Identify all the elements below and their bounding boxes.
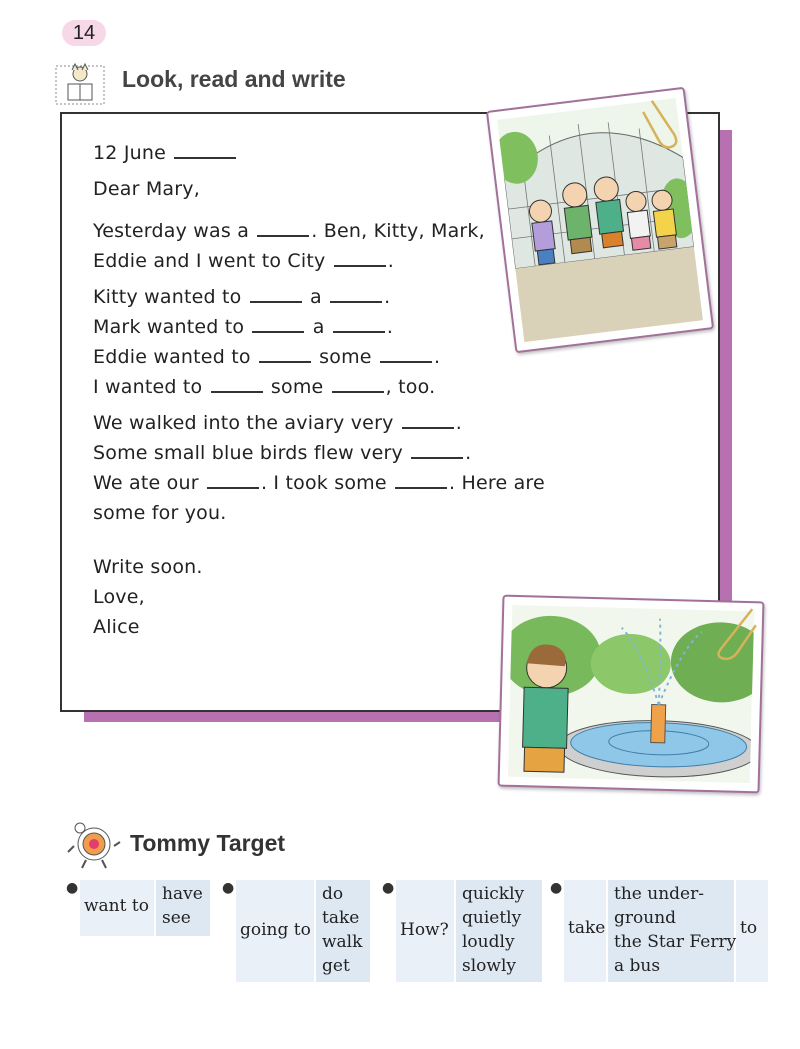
bullet-icon: ● bbox=[222, 880, 235, 896]
blank-took-noun[interactable] bbox=[395, 469, 447, 489]
letter-text-fragment: Yesterday was a bbox=[93, 220, 250, 242]
target-head: going to bbox=[240, 920, 311, 940]
target-option: a bus bbox=[614, 956, 661, 976]
target-option: quickly bbox=[462, 884, 525, 904]
blank-eddie-verb[interactable] bbox=[259, 343, 311, 363]
letter-line-kitty bbox=[93, 282, 573, 312]
bullet-icon: ● bbox=[66, 880, 79, 896]
target-head: want to bbox=[84, 896, 149, 916]
target-option: get bbox=[322, 956, 350, 976]
blank-kitty-verb[interactable] bbox=[250, 283, 302, 303]
blank-date[interactable] bbox=[174, 139, 236, 159]
boy-figure bbox=[522, 644, 569, 772]
blank-i-verb[interactable] bbox=[211, 373, 263, 393]
target-options-cell bbox=[456, 880, 542, 982]
target-option: do bbox=[322, 884, 344, 904]
letter-text-fragment: . bbox=[386, 316, 394, 338]
letter-line-i bbox=[93, 372, 573, 402]
letter-love: Love, bbox=[93, 586, 145, 608]
letter-line-ate bbox=[93, 468, 573, 498]
letter-line-mark bbox=[93, 312, 573, 342]
page-number: 14 bbox=[62, 20, 106, 46]
letter-text-fragment: , too. bbox=[385, 376, 436, 398]
letter-line-2 bbox=[93, 246, 573, 276]
tommy-target-title: Tommy Target bbox=[130, 830, 286, 856]
target-options-cell bbox=[156, 880, 210, 936]
target-option: see bbox=[162, 908, 191, 928]
target-option: take bbox=[322, 908, 360, 928]
letter-text-fragment: Some small blue birds flew very bbox=[93, 442, 403, 464]
target-option: the Star Ferry bbox=[614, 932, 737, 952]
paper-clip-icon bbox=[711, 604, 760, 661]
blank-i-noun[interactable] bbox=[332, 373, 384, 393]
letter-text-fragment: a bbox=[312, 316, 325, 338]
target-head: take bbox=[568, 918, 606, 938]
target-option: walk bbox=[322, 932, 363, 952]
letter-text-fragment: Eddie and I went to City bbox=[93, 250, 326, 272]
letter-text-fragment: . bbox=[455, 412, 463, 434]
blank-weather[interactable] bbox=[257, 217, 309, 237]
letter-text-fragment: . bbox=[465, 442, 472, 464]
letter-text-fragment: . Ben, Kitty, Mark, bbox=[311, 220, 485, 242]
target-option: the under- bbox=[614, 884, 704, 904]
letter-date: 12 June bbox=[93, 142, 166, 164]
letter-line-aviary bbox=[93, 408, 573, 438]
target-option: slowly bbox=[462, 956, 516, 976]
target-options-cell bbox=[316, 880, 370, 982]
letter-text-fragment: We walked into the aviary very bbox=[93, 412, 394, 434]
letter-text-fragment: . bbox=[433, 346, 441, 368]
target-head-cell bbox=[564, 880, 606, 982]
letter-text-fragment: We ate our bbox=[93, 472, 199, 494]
blank-kitty-noun[interactable] bbox=[330, 283, 382, 303]
blank-eddie-noun[interactable] bbox=[380, 343, 432, 363]
target-option: ground bbox=[614, 908, 677, 928]
letter-signature: Alice bbox=[93, 616, 140, 638]
letter-text-fragment: I wanted to bbox=[93, 376, 203, 398]
tommy-target-mascot-icon bbox=[66, 818, 122, 870]
letter-line-eddie bbox=[93, 342, 573, 372]
children-at-aviary-photo bbox=[486, 87, 714, 354]
letter-greeting: Dear Mary, bbox=[93, 178, 200, 200]
letter-text-fragment: . bbox=[387, 250, 394, 272]
target-tail: to bbox=[740, 918, 758, 938]
blank-mark-noun[interactable] bbox=[333, 313, 385, 333]
target-option: loudly bbox=[462, 932, 515, 952]
blank-mark-verb[interactable] bbox=[252, 313, 304, 333]
boy-reading-book-icon bbox=[52, 60, 108, 106]
tommy-target-group bbox=[66, 880, 210, 982]
bullet-icon: ● bbox=[382, 880, 395, 896]
letter-text-fragment: Kitty wanted to bbox=[93, 286, 242, 308]
target-head-cell bbox=[396, 880, 454, 982]
blank-place[interactable] bbox=[334, 247, 386, 267]
letter-text-fragment: some bbox=[319, 346, 372, 368]
target-option: have bbox=[162, 884, 203, 904]
boy-at-fountain-photo bbox=[498, 595, 765, 794]
blank-aviary-adverb[interactable] bbox=[402, 409, 454, 429]
target-option: quietly bbox=[462, 908, 522, 928]
letter-text-fragment: . Here are bbox=[449, 472, 545, 494]
paper-clip-icon bbox=[637, 94, 684, 154]
letter-text-fragment: Mark wanted to bbox=[93, 316, 245, 338]
section-title: Look, read and write bbox=[122, 66, 346, 92]
target-head: How? bbox=[400, 920, 449, 940]
blank-ate-noun[interactable] bbox=[207, 469, 259, 489]
letter-text-fragment: . I took some bbox=[260, 472, 387, 494]
target-options-cell bbox=[608, 880, 737, 982]
letter-line-some: some for you. bbox=[93, 502, 227, 524]
letter-line-birds bbox=[93, 438, 573, 468]
tommy-target-group bbox=[382, 880, 542, 982]
letter-text-fragment: . bbox=[384, 286, 391, 308]
letter-text-fragment: Eddie wanted to bbox=[93, 346, 251, 368]
target-head-cell bbox=[236, 880, 314, 982]
target-head-cell bbox=[80, 880, 154, 936]
blank-birds-adverb[interactable] bbox=[411, 439, 463, 459]
letter-closing: Write soon. bbox=[93, 556, 203, 578]
bullet-icon: ● bbox=[550, 880, 563, 896]
target-tail-cell bbox=[736, 880, 768, 982]
letter-text-fragment: some bbox=[270, 376, 324, 398]
tommy-target-group bbox=[550, 880, 768, 982]
letter-text-fragment: a bbox=[309, 286, 322, 308]
tommy-target-group bbox=[222, 880, 370, 982]
